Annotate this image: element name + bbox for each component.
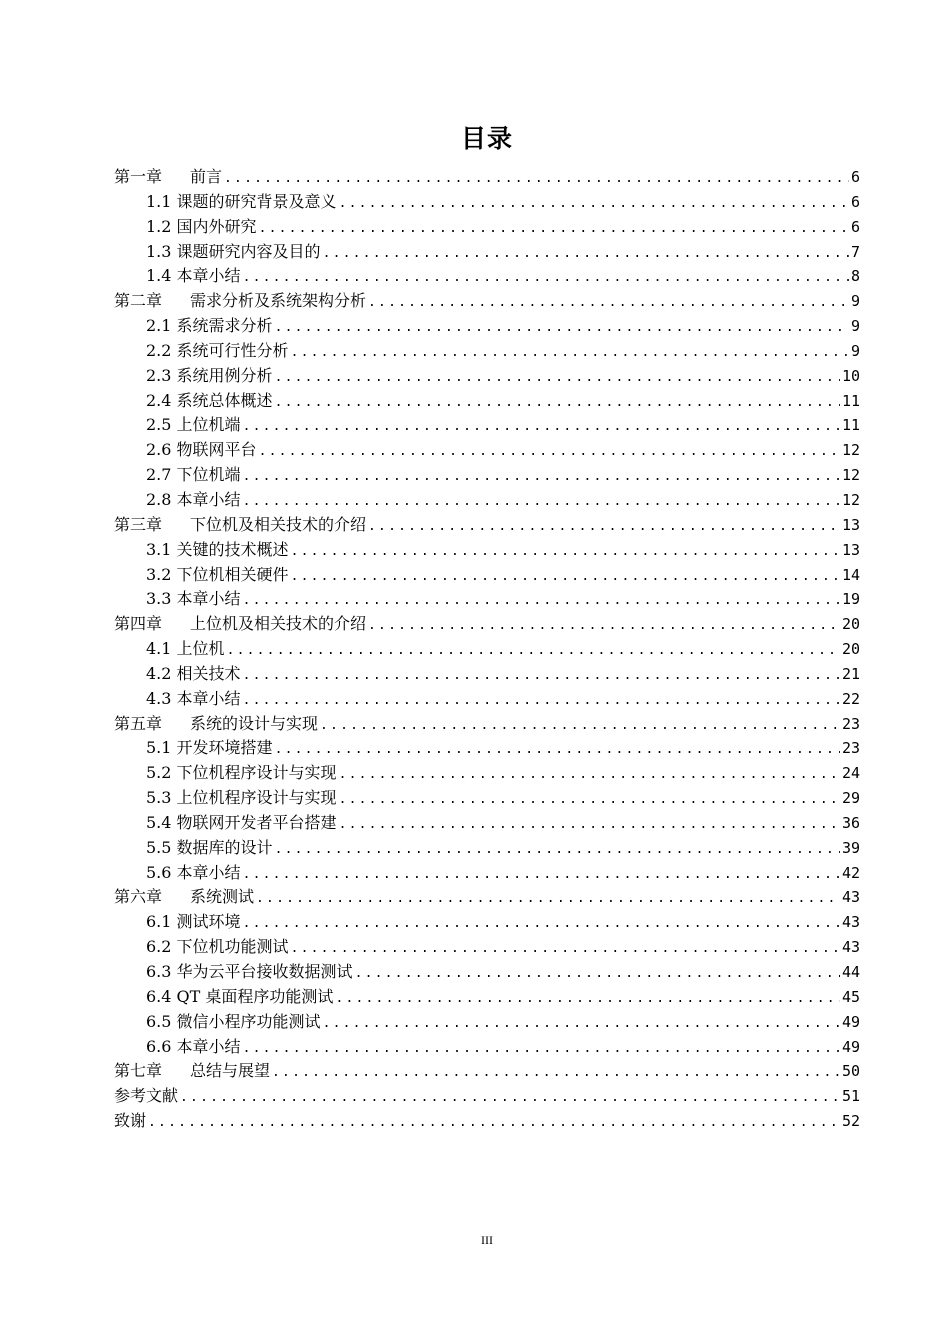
toc-dot-leader	[243, 1037, 840, 1062]
toc-entry-label	[146, 1010, 321, 1035]
toc-entry-label	[146, 811, 337, 836]
toc-entry-label	[146, 935, 289, 960]
toc-entry-page: 45	[841, 987, 860, 1006]
toc-entry-text: 下位机功能测试	[176, 937, 289, 957]
toc-dot-leader	[275, 366, 840, 391]
toc-entry-number: 第三章	[114, 514, 163, 534]
toc-entry[interactable]	[114, 190, 860, 215]
toc-entry-label	[146, 215, 257, 240]
toc-entry-label	[146, 264, 241, 289]
toc-entry-page: 14	[841, 565, 860, 584]
toc-entry-page: 42	[841, 863, 860, 882]
toc-entry-label	[114, 513, 366, 538]
toc-dot-leader	[243, 589, 840, 614]
toc-entry-label	[146, 538, 289, 563]
toc-entry[interactable]	[114, 861, 860, 886]
toc-entry-number: 3.1	[146, 539, 172, 559]
toc-entry-page: 11	[841, 416, 860, 435]
toc-entry-text: 数据库的设计	[176, 837, 273, 857]
toc-entry-page: 8	[850, 267, 860, 286]
toc-entry[interactable]	[114, 413, 860, 438]
toc-entry-text: 上位机及相关技术的介绍	[190, 614, 367, 634]
toc-entry[interactable]	[114, 165, 860, 190]
toc-dot-leader	[227, 639, 840, 664]
toc-entry-text: 系统可行性分析	[176, 340, 289, 360]
toc-entry-page: 7	[850, 242, 860, 261]
toc-entry-label	[146, 736, 273, 761]
toc-entry-number: 2.3	[146, 365, 172, 385]
toc-entry-number: 3.3	[146, 589, 172, 609]
toc-entry-text: 下位机相关硬件	[176, 564, 289, 584]
toc-entry-number: 5.5	[146, 837, 172, 857]
toc-dot-leader	[243, 664, 840, 689]
toc-entry-text: 课题研究内容及目的	[176, 241, 321, 261]
toc-entry[interactable]	[114, 389, 860, 414]
toc-dot-leader	[243, 689, 840, 714]
toc-dot-leader	[180, 1086, 840, 1111]
toc-entry-text: 本章小结	[176, 589, 241, 609]
toc-entry-label	[146, 190, 337, 215]
toc-entry-text: 国内外研究	[176, 216, 257, 236]
toc-entry[interactable]	[114, 364, 860, 389]
toc-entry-page: 49	[841, 1012, 860, 1031]
toc-dot-leader	[323, 242, 849, 267]
toc-dot-leader	[243, 863, 840, 888]
toc-entry-label	[146, 761, 337, 786]
toc-entry-text: 物联网开发者平台搭建	[176, 812, 337, 832]
toc-entry-page: 6	[850, 168, 860, 186]
toc-entry[interactable]	[114, 1084, 860, 1109]
toc-entry-number: 6.3	[146, 962, 172, 981]
toc-entry-label	[146, 488, 241, 513]
toc-entry-page: 51	[841, 1087, 860, 1106]
toc-entry-page: 23	[841, 714, 860, 733]
toc-entry-page: 24	[841, 764, 860, 783]
toc-entry-text: 本章小结	[176, 489, 241, 509]
toc-entry-label	[146, 339, 289, 364]
toc-dot-leader	[291, 540, 840, 565]
toc-entry-number: 6.5	[146, 1011, 172, 1031]
toc-entry-text: 系统测试	[190, 887, 255, 907]
toc-entry-text: 本章小结	[176, 266, 241, 286]
toc-entry-label	[114, 165, 222, 190]
toc-dot-leader	[275, 838, 840, 863]
toc-entry[interactable]	[114, 264, 860, 289]
toc-entry-label	[114, 1059, 270, 1084]
toc-entry[interactable]	[114, 1109, 860, 1134]
toc-entry-text: 本章小结	[176, 1036, 241, 1056]
toc-entry-text: 需求分析及系统架构分析	[190, 291, 367, 311]
toc-dot-leader	[224, 167, 849, 192]
toc-entry-page: 9	[850, 292, 860, 311]
toc-entry-page: 43	[841, 913, 860, 932]
toc-entry-page: 43	[841, 938, 860, 957]
toc-entry[interactable]	[114, 587, 860, 612]
toc-entry[interactable]	[114, 612, 860, 637]
toc-entry-page: 29	[841, 789, 860, 808]
toc-dot-leader	[259, 217, 849, 242]
toc-entry-page: 20	[841, 615, 860, 634]
toc-entry-text: 总结与展望	[190, 1061, 271, 1081]
toc-entry-text: 系统用例分析	[176, 365, 273, 385]
toc-dot-leader	[339, 192, 849, 217]
toc-entry-number: 6.2	[146, 937, 172, 957]
toc-entry-text: 课题的研究背景及意义	[176, 191, 337, 211]
toc-entry-label	[146, 637, 225, 662]
toc-entry-label	[146, 240, 321, 265]
toc-entry-page: 12	[841, 490, 860, 509]
toc-entry-label	[146, 463, 241, 488]
toc-entry[interactable]	[114, 240, 860, 265]
toc-dot-leader	[243, 415, 840, 440]
toc-entry-label	[146, 1035, 241, 1060]
toc-entry-label	[146, 413, 241, 438]
toc-dot-leader	[339, 788, 840, 813]
toc-entry-number: 5.3	[146, 788, 172, 808]
toc-dot-leader	[368, 515, 840, 540]
toc-entry-number: 2.1	[146, 316, 172, 336]
toc-entry[interactable]	[114, 513, 860, 538]
toc-entry-number: 第六章	[114, 887, 163, 907]
toc-entry-text: 下位机及相关技术的介绍	[190, 514, 367, 534]
toc-entry-text: QT 桌面程序功能测试	[176, 986, 334, 1006]
toc-dot-leader	[368, 614, 840, 639]
toc-entry-label	[146, 960, 353, 985]
toc-entry[interactable]	[114, 811, 860, 836]
toc-entry-text: 参考文献	[114, 1086, 179, 1106]
toc-dot-leader	[339, 813, 840, 838]
toc-entry-number: 6.6	[146, 1036, 172, 1056]
toc-entry-label	[146, 438, 257, 463]
toc-dot-leader	[339, 763, 840, 788]
toc-entry-page: 11	[841, 391, 860, 410]
toc-entry[interactable]	[114, 1035, 860, 1060]
toc-dot-leader	[275, 391, 840, 416]
toc-entry-text: 本章小结	[176, 862, 241, 882]
toc-entry-text: 上位机端	[176, 415, 241, 435]
toc-entry-page: 44	[841, 963, 860, 981]
toc-entry-label	[114, 1084, 178, 1109]
toc-entry[interactable]	[114, 885, 860, 910]
toc-entry-text: 下位机端	[176, 465, 241, 485]
toc-entry-page: 19	[841, 590, 860, 609]
toc-entry[interactable]	[114, 1059, 860, 1084]
toc-entry-label	[146, 985, 333, 1010]
toc-entry-page: 50	[841, 1062, 860, 1081]
toc-entry-label	[146, 662, 241, 687]
toc-entry[interactable]	[114, 538, 860, 563]
toc-entry-number: 4.1	[146, 639, 172, 659]
toc-entry[interactable]	[114, 960, 860, 985]
toc-entry[interactable]	[114, 910, 860, 935]
toc-entry-label	[146, 836, 273, 861]
toc-entry-number: 3.2	[146, 564, 172, 584]
toc-entry-label	[114, 885, 254, 910]
toc-entry-number: 第五章	[114, 713, 163, 733]
toc-entry-number: 5.1	[146, 738, 172, 758]
toc-entry-number: 2.5	[146, 415, 172, 435]
toc-dot-leader	[291, 565, 840, 590]
toc-entry-page: 12	[841, 466, 860, 485]
toc-entry[interactable]	[114, 314, 860, 339]
toc-entry-number: 2.8	[146, 489, 172, 509]
toc-entry-number: 5.2	[146, 763, 172, 783]
toc-entry-page: 39	[841, 838, 860, 857]
toc-entry-page: 6	[850, 192, 860, 211]
toc-dot-leader	[243, 490, 840, 515]
toc-entry-page: 9	[850, 317, 860, 336]
toc-entry[interactable]	[114, 836, 860, 861]
toc-dot-leader	[291, 341, 849, 366]
toc-entry-page: 43	[841, 888, 860, 907]
toc-entry-text: 下位机程序设计与实现	[176, 763, 337, 783]
toc-entry-number: 5.4	[146, 812, 172, 832]
toc-dot-leader	[320, 714, 840, 739]
toc-entry-text: 系统的设计与实现	[190, 713, 319, 733]
toc-entry-page: 13	[841, 515, 860, 534]
toc-dot-leader	[243, 266, 849, 291]
toc-entry[interactable]	[114, 761, 860, 786]
toc-entry-label	[146, 861, 241, 886]
toc-entry-text: 相关技术	[176, 663, 241, 683]
toc-dot-leader	[243, 912, 840, 937]
toc-entry-number: 4.3	[146, 688, 172, 708]
toc-entry-number: 6.1	[146, 912, 172, 932]
toc-entry-text: 系统总体概述	[176, 390, 273, 410]
toc-entry-page: 36	[841, 813, 860, 832]
toc-entry-page: 12	[841, 441, 860, 460]
toc-entry-page: 9	[850, 341, 860, 360]
toc-entry-number: 6.4	[146, 986, 172, 1006]
toc-entry[interactable]	[114, 463, 860, 488]
toc-entry[interactable]	[114, 687, 860, 712]
toc-entry-number: 第四章	[114, 614, 163, 634]
toc-entry[interactable]	[114, 662, 860, 687]
toc-entry-number: 2.4	[146, 390, 172, 410]
toc-dot-leader	[243, 465, 840, 490]
toc-entry-label	[114, 1109, 146, 1134]
toc-dot-leader	[275, 738, 840, 763]
toc-dot-leader	[275, 316, 849, 341]
toc-dot-leader	[148, 1111, 840, 1136]
toc-entry[interactable]	[114, 985, 860, 1010]
toc-entry[interactable]	[114, 488, 860, 513]
toc-entry-text: 关键的技术概述	[176, 539, 289, 559]
toc-entry[interactable]	[114, 563, 860, 588]
toc-entry-label	[146, 364, 273, 389]
toc-entry[interactable]	[114, 289, 860, 314]
toc-dot-leader	[272, 1061, 840, 1086]
toc-entry[interactable]	[114, 1010, 860, 1035]
page-number: III	[481, 1233, 493, 1247]
toc-entry[interactable]	[114, 438, 860, 463]
toc-entry-page: 22	[841, 689, 860, 708]
toc-entry-page: 49	[841, 1037, 860, 1056]
table-of-contents	[114, 165, 860, 1134]
toc-entry-number: 5.6	[146, 862, 172, 882]
toc-entry-label	[114, 289, 366, 314]
toc-entry-text: 致谢	[114, 1111, 147, 1131]
toc-entry-number: 1.4	[146, 266, 172, 286]
toc-dot-leader	[256, 887, 840, 912]
toc-entry-number: 第七章	[114, 1061, 163, 1081]
toc-entry[interactable]	[114, 736, 860, 761]
toc-entry[interactable]	[114, 215, 860, 240]
toc-entry-number: 1.2	[146, 216, 172, 236]
toc-entry-number: 4.2	[146, 663, 172, 683]
toc-entry-label	[114, 612, 366, 637]
toc-dot-leader	[323, 1012, 840, 1037]
toc-entry-page: 10	[841, 366, 860, 385]
toc-entry-page: 20	[841, 640, 860, 659]
toc-entry-text: 前言	[190, 167, 223, 186]
toc-title: 目录	[460, 124, 513, 153]
toc-entry[interactable]	[114, 786, 860, 811]
toc-entry-number: 1.1	[146, 191, 172, 211]
toc-entry-page: 21	[841, 664, 860, 683]
toc-entry-page: 23	[841, 739, 860, 758]
toc-entry-text: 系统需求分析	[176, 316, 273, 336]
toc-dot-leader	[291, 937, 840, 962]
toc-entry-text: 开发环境搭建	[176, 738, 273, 758]
toc-entry-label	[146, 563, 289, 588]
toc-entry-page: 52	[841, 1112, 860, 1131]
toc-dot-leader	[259, 440, 840, 465]
toc-entry-label	[146, 389, 273, 414]
toc-entry-text: 测试环境	[176, 912, 241, 932]
toc-entry[interactable]	[114, 712, 860, 737]
toc-entry-text: 华为云平台接收数据测试	[176, 962, 353, 981]
toc-entry-number: 第一章	[114, 167, 163, 186]
toc-dot-leader	[368, 291, 849, 316]
toc-entry-label	[146, 786, 337, 811]
toc-entry-label	[114, 712, 318, 737]
toc-entry-label	[146, 314, 273, 339]
toc-entry[interactable]	[114, 339, 860, 364]
toc-dot-leader	[335, 987, 840, 1012]
toc-entry[interactable]	[114, 637, 860, 662]
toc-entry-text: 物联网平台	[176, 440, 257, 460]
toc-entry-label	[146, 687, 241, 712]
toc-entry-text: 上位机程序设计与实现	[176, 788, 337, 808]
toc-entry-number: 第二章	[114, 291, 163, 311]
toc-entry-number: 1.3	[146, 241, 172, 261]
toc-entry-text: 微信小程序功能测试	[176, 1011, 321, 1031]
toc-entry-number: 2.6	[146, 440, 172, 460]
toc-dot-leader	[355, 962, 840, 987]
toc-entry-page: 6	[850, 217, 860, 236]
toc-entry-number: 2.2	[146, 340, 172, 360]
toc-entry-label	[146, 910, 241, 935]
toc-entry-page: 13	[841, 540, 860, 559]
toc-entry-text: 本章小结	[176, 688, 241, 708]
toc-entry-number: 2.7	[146, 465, 172, 485]
toc-entry-text: 上位机	[176, 639, 225, 659]
toc-entry[interactable]	[114, 935, 860, 960]
toc-entry-label	[146, 587, 241, 612]
